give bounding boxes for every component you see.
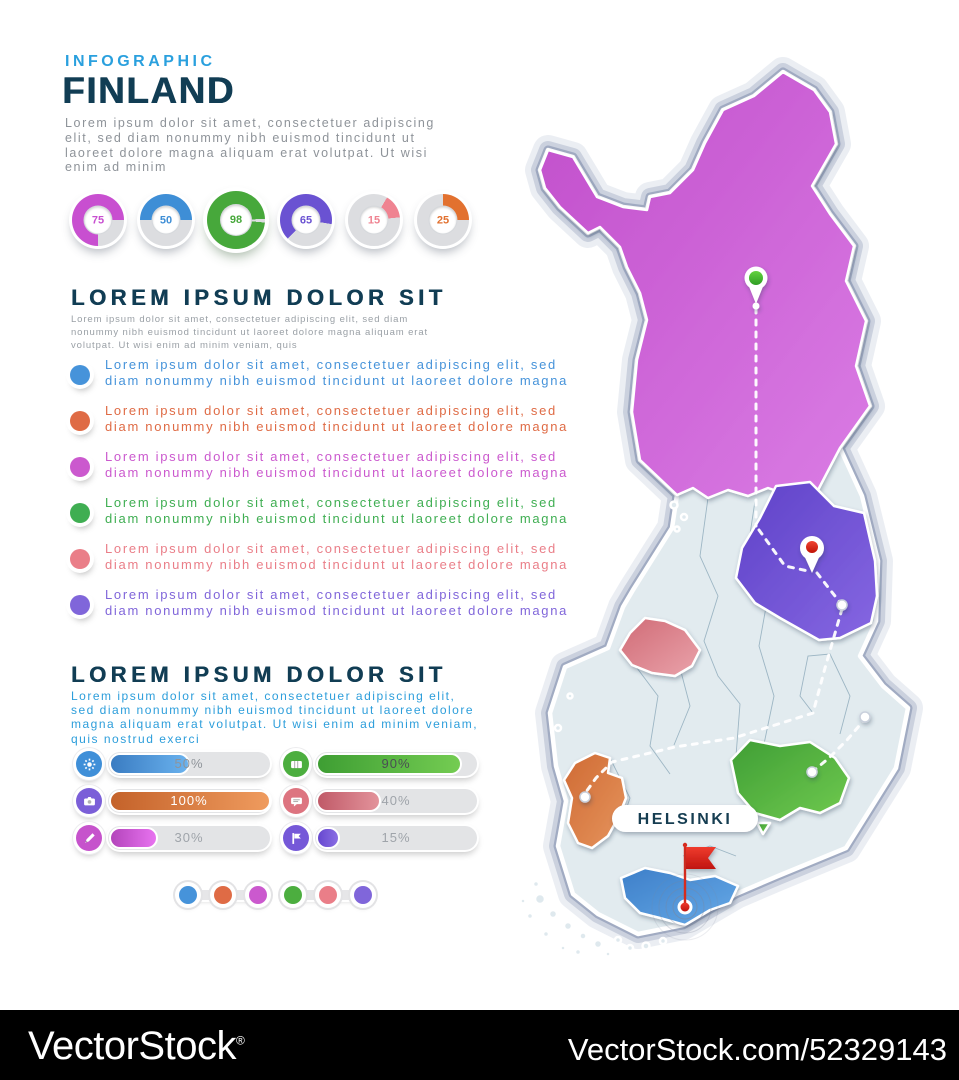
- chat-icon: [283, 788, 309, 814]
- progress-bar: [315, 789, 477, 813]
- gear-icon: [76, 751, 102, 777]
- kicker-label: INFOGRAPHIC: [65, 53, 216, 70]
- list-item: Lorem ipsum dolor sit amet, consectetuer adipiscing elit, sed diam nonummy nibh euismod tincidunt ut laoreet dolore magna: [105, 587, 569, 618]
- camera-icon: [76, 788, 102, 814]
- donut-gauge: [280, 194, 332, 246]
- section-paragraph: Lorem ipsum dolor sit amet, consectetuer adipiscing elit, sed diam nonummy nibh euismod tincidunt ut laoreet dolore magna aliquam erat volutpat. Ut wisi enim ad minim veniam, quis nostrud exerci: [71, 689, 479, 746]
- donut-value: 25: [430, 207, 457, 234]
- donut-gauge: [72, 194, 124, 246]
- progress-label: 15%: [381, 830, 411, 845]
- timeline-dot: [319, 886, 337, 904]
- watermark-bar: [0, 1010, 959, 1080]
- donut-gauge: [348, 194, 400, 246]
- section-heading: LOREM IPSUM DOLOR SIT: [71, 285, 447, 310]
- card-icon: [283, 751, 309, 777]
- section-heading: LOREM IPSUM DOLOR SIT: [71, 662, 447, 687]
- progress-label: 90%: [381, 756, 411, 771]
- intro-paragraph: Lorem ipsum dolor sit amet, consectetuer adipiscing elit, sed diam nonummy nibh euismod tincidunt ut laoreet dolore magna aliquam erat volutpat. Ut wisi enim ad minim: [65, 116, 435, 175]
- bullet-dot: [70, 365, 90, 385]
- progress-label: 100%: [170, 793, 208, 808]
- bullet-dot: [70, 503, 90, 523]
- list-item: Lorem ipsum dolor sit amet, consectetuer adipiscing elit, sed diam nonummy nibh euismod tincidunt ut laoreet dolore magna: [105, 357, 569, 388]
- section-subtext: Lorem ipsum dolor sit amet, consectetuer adipiscing elit, sed diam nonummy nibh euismod tincidunt ut laoreet dolore magna aliquam erat volutpat. Ut wisi enim ad minim veniam, quis: [71, 314, 429, 351]
- page-title: FINLAND: [62, 70, 235, 111]
- brand-url[interactable]: VectorStock.com/52329143: [567, 1032, 947, 1067]
- donut-value: 65: [293, 207, 320, 234]
- donut-value: 15: [361, 207, 388, 234]
- donut-gauge: [207, 191, 265, 249]
- brand-logo: VectorStock®: [28, 1024, 245, 1068]
- bullet-dot: [70, 549, 90, 569]
- flag-icon: [283, 825, 309, 851]
- bullet-dot: [70, 457, 90, 477]
- progress-bar: [315, 826, 477, 850]
- city-label-text: HELSINKI: [637, 811, 733, 828]
- donut-value: 75: [85, 207, 112, 234]
- progress-label: 40%: [381, 793, 411, 808]
- pen-icon: [76, 825, 102, 851]
- list-item: Lorem ipsum dolor sit amet, consectetuer adipiscing elit, sed diam nonummy nibh euismod tincidunt ut laoreet dolore magna: [105, 449, 569, 480]
- registered-mark: ®: [235, 1033, 245, 1048]
- timeline-dot: [179, 886, 197, 904]
- progress-bar: [108, 752, 270, 776]
- progress-bar: [108, 826, 270, 850]
- city-label: [612, 805, 758, 832]
- timeline-dot: [354, 886, 372, 904]
- donut-value: 50: [153, 207, 180, 234]
- donut-value: 98: [221, 205, 251, 235]
- bullet-dot: [70, 411, 90, 431]
- timeline-dot: [249, 886, 267, 904]
- finland-map: [478, 56, 959, 964]
- progress-bar: [315, 752, 477, 776]
- progress-label: 50%: [174, 756, 204, 771]
- list-item: Lorem ipsum dolor sit amet, consectetuer adipiscing elit, sed diam nonummy nibh euismod tincidunt ut laoreet dolore magna: [105, 403, 569, 434]
- progress-bar: [108, 789, 270, 813]
- list-item: Lorem ipsum dolor sit amet, consectetuer adipiscing elit, sed diam nonummy nibh euismod tincidunt ut laoreet dolore magna: [105, 495, 569, 526]
- timeline-dot: [284, 886, 302, 904]
- list-item: Lorem ipsum dolor sit amet, consectetuer adipiscing elit, sed diam nonummy nibh euismod tincidunt ut laoreet dolore magna: [105, 541, 569, 572]
- donut-gauge: [140, 194, 192, 246]
- timeline-dot: [214, 886, 232, 904]
- donut-gauge: [417, 194, 469, 246]
- progress-label: 30%: [174, 830, 204, 845]
- bullet-dot: [70, 595, 90, 615]
